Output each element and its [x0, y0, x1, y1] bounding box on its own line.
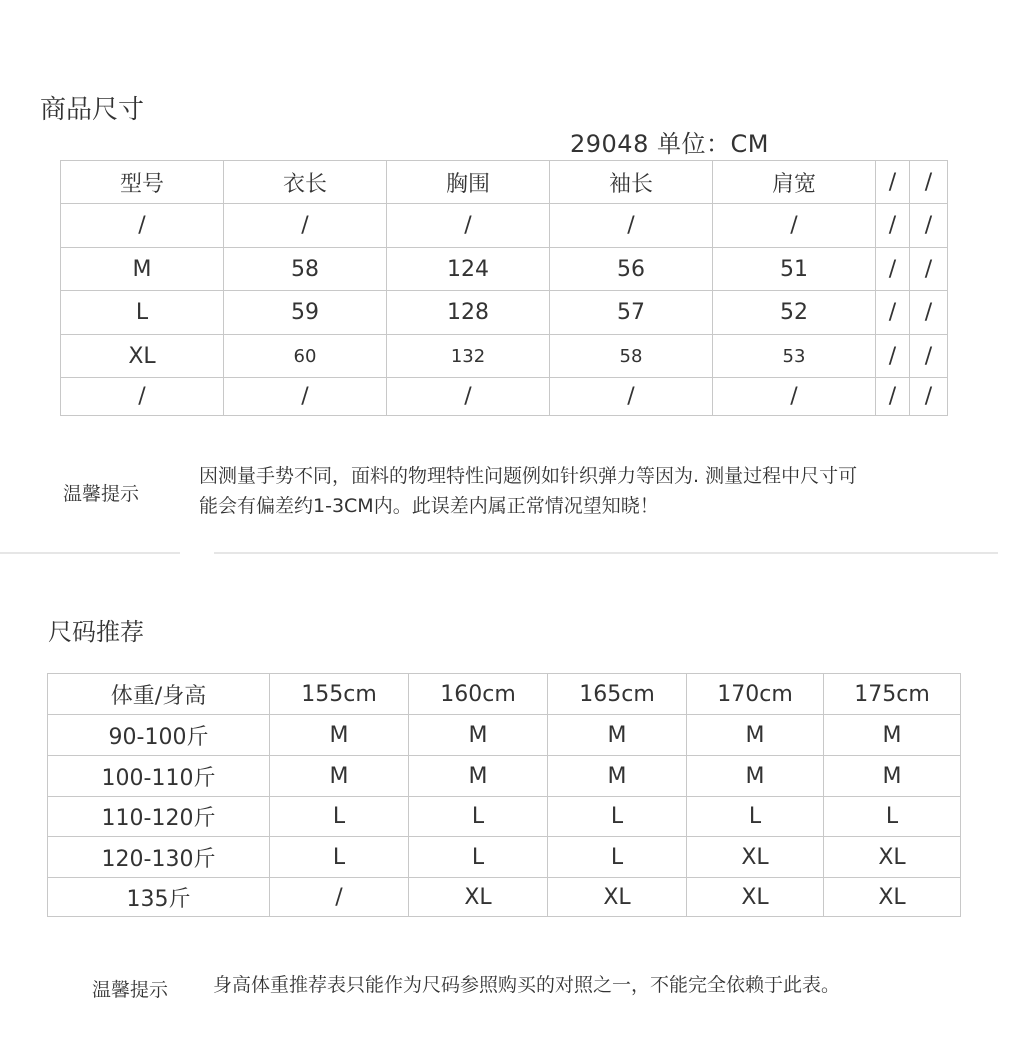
- table-row: [61, 248, 948, 291]
- table-cell: /: [224, 378, 387, 416]
- table-cell: M: [270, 756, 409, 797]
- table-cell: /: [876, 378, 910, 416]
- table-cell: 110-120斤: [48, 797, 270, 837]
- table-cell: XL: [687, 837, 824, 878]
- header-cell: 衣长: [224, 161, 387, 204]
- table-cell: XL: [687, 878, 824, 917]
- table-cell: L: [409, 797, 548, 837]
- table-cell: XL: [824, 878, 961, 917]
- table-cell: 100-110斤: [48, 756, 270, 797]
- table-cell: 128: [387, 291, 550, 335]
- table-row: [61, 378, 948, 416]
- table-cell: 57: [550, 291, 713, 335]
- table-cell: M: [824, 756, 961, 797]
- table-cell: /: [387, 378, 550, 416]
- size-table-header: [61, 161, 948, 204]
- table-cell: 135斤: [48, 878, 270, 917]
- table-row: [61, 335, 948, 378]
- size-tip-line-2: 能会有偏差约1-3CM内。此误差内属正常情况望知晓！: [199, 495, 659, 517]
- header-cell: 155cm: [270, 674, 409, 715]
- header-cell: 175cm: [824, 674, 961, 715]
- header-cell: /: [876, 161, 910, 204]
- table-cell: /: [876, 291, 910, 335]
- table-cell: 59: [224, 291, 387, 335]
- table-cell: /: [270, 878, 409, 917]
- table-row: [48, 756, 961, 797]
- table-cell: 52: [713, 291, 876, 335]
- table-cell: /: [910, 291, 948, 335]
- size-table: [60, 160, 948, 416]
- table-cell: /: [910, 204, 948, 248]
- table-cell: M: [548, 715, 687, 756]
- table-row: [61, 204, 948, 248]
- table-cell: M: [409, 715, 548, 756]
- table-cell: M: [687, 715, 824, 756]
- header-cell: 肩宽: [713, 161, 876, 204]
- recommend-table: [47, 673, 961, 917]
- table-cell: L: [687, 797, 824, 837]
- table-cell: 124: [387, 248, 550, 291]
- table-cell: /: [910, 335, 948, 378]
- table-cell: 53: [713, 335, 876, 378]
- table-cell: /: [61, 378, 224, 416]
- table-cell: /: [713, 204, 876, 248]
- table-cell: 90-100斤: [48, 715, 270, 756]
- table-cell: /: [224, 204, 387, 248]
- table-cell: /: [876, 204, 910, 248]
- header-cell: 袖长: [550, 161, 713, 204]
- table-cell: L: [409, 837, 548, 878]
- table-cell: L: [270, 797, 409, 837]
- table-cell: /: [61, 204, 224, 248]
- unit-note: 29048 单位：CM: [570, 130, 769, 158]
- table-cell: /: [910, 378, 948, 416]
- header-cell: 160cm: [409, 674, 548, 715]
- size-tip-text: [199, 461, 959, 521]
- recommend-tip-label: 温馨提示: [92, 979, 169, 1001]
- table-cell: M: [409, 756, 548, 797]
- table-row: [48, 715, 961, 756]
- header-cell: 体重/身高: [48, 674, 270, 715]
- header-cell: /: [910, 161, 948, 204]
- table-cell: L: [548, 797, 687, 837]
- table-cell: L: [824, 797, 961, 837]
- table-cell: M: [270, 715, 409, 756]
- table-cell: L: [61, 291, 224, 335]
- table-cell: M: [687, 756, 824, 797]
- table-row: [48, 837, 961, 878]
- table-cell: 51: [713, 248, 876, 291]
- table-cell: XL: [61, 335, 224, 378]
- table-cell: 58: [550, 335, 713, 378]
- size-tip-label: 温馨提示: [63, 483, 140, 505]
- header-cell: 胸围: [387, 161, 550, 204]
- table-cell: /: [713, 378, 876, 416]
- table-cell: 132: [387, 335, 550, 378]
- table-cell: 60: [224, 335, 387, 378]
- section-divider-left: [0, 552, 180, 554]
- table-cell: /: [550, 204, 713, 248]
- table-row: [48, 878, 961, 917]
- table-cell: XL: [548, 878, 687, 917]
- recommend-section-title: 尺码推荐: [48, 618, 144, 646]
- header-cell: 型号: [61, 161, 224, 204]
- size-tip-line-1: 因测量手势不同，面料的物理特性问题例如针织弹力等因为. 测量过程中尺寸可: [199, 465, 858, 487]
- table-cell: L: [270, 837, 409, 878]
- table-cell: L: [548, 837, 687, 878]
- section-divider-right: [214, 552, 998, 554]
- table-cell: 58: [224, 248, 387, 291]
- table-cell: M: [61, 248, 224, 291]
- table-cell: M: [824, 715, 961, 756]
- table-cell: 56: [550, 248, 713, 291]
- table-row: [48, 797, 961, 837]
- recommend-tip-text: 身高体重推荐表只能作为尺码参照购买的对照之一，不能完全依赖于此表。: [213, 974, 841, 996]
- table-cell: /: [550, 378, 713, 416]
- table-cell: 120-130斤: [48, 837, 270, 878]
- table-row: [61, 291, 948, 335]
- header-cell: 170cm: [687, 674, 824, 715]
- table-cell: XL: [409, 878, 548, 917]
- recommend-table-header: [48, 674, 961, 715]
- table-cell: XL: [824, 837, 961, 878]
- header-cell: 165cm: [548, 674, 687, 715]
- table-cell: M: [548, 756, 687, 797]
- table-cell: /: [876, 335, 910, 378]
- size-section-title: 商品尺寸: [40, 95, 145, 125]
- table-cell: /: [876, 248, 910, 291]
- table-cell: /: [910, 248, 948, 291]
- table-cell: /: [387, 204, 550, 248]
